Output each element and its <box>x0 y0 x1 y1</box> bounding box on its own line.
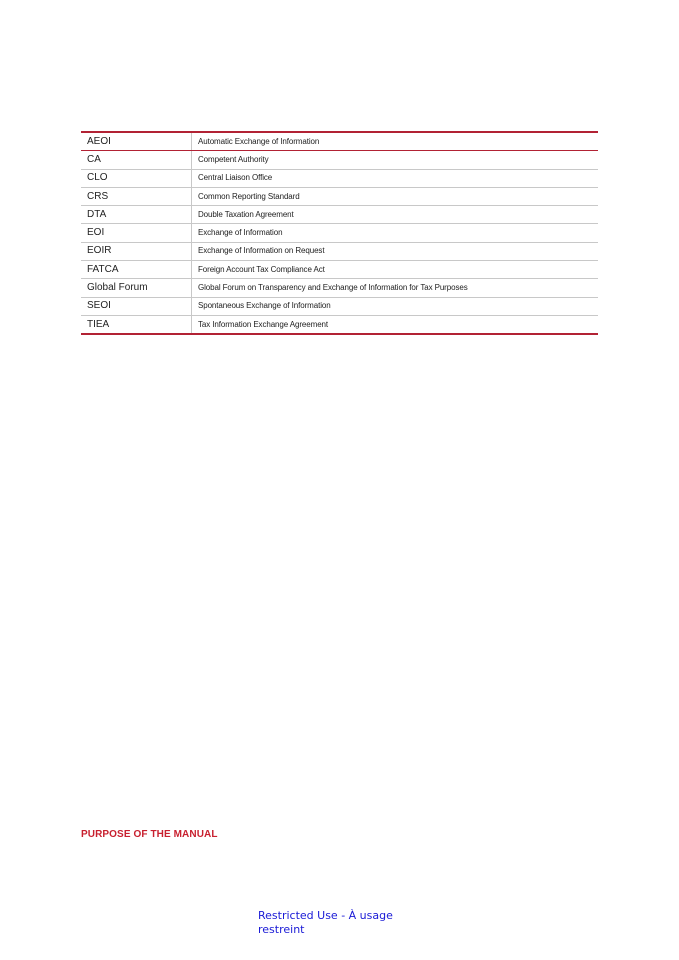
definition-cell: Double Taxation Agreement <box>192 206 599 224</box>
abbreviation-cell: CLO <box>81 169 192 187</box>
abbreviation-cell: CA <box>81 151 192 169</box>
table-row <box>81 169 598 187</box>
abbreviation-cell: DTA <box>81 206 192 224</box>
definition-cell: Exchange of Information <box>192 224 599 242</box>
section-heading: PURPOSE OF THE MANUAL <box>81 829 218 840</box>
abbreviation-cell: FATCA <box>81 261 192 279</box>
abbreviation-cell: CRS <box>81 187 192 205</box>
definition-cell: Foreign Account Tax Compliance Act <box>192 261 599 279</box>
table-row <box>81 297 598 315</box>
table-row <box>81 224 598 242</box>
definition-cell: Spontaneous Exchange of Information <box>192 297 599 315</box>
definition-cell: Automatic Exchange of Information <box>192 132 599 151</box>
definition-cell: Exchange of Information on Request <box>192 242 599 260</box>
table-row <box>81 151 598 169</box>
definition-cell: Common Reporting Standard <box>192 187 599 205</box>
definition-cell: Central Liaison Office <box>192 169 599 187</box>
table-row <box>81 279 598 297</box>
table-row <box>81 315 598 334</box>
table-row <box>81 132 598 151</box>
abbreviation-cell: Global Forum <box>81 279 192 297</box>
abbreviation-cell: SEOI <box>81 297 192 315</box>
table-row <box>81 242 598 260</box>
definition-cell: Tax Information Exchange Agreement <box>198 319 329 329</box>
abbreviation-cell: EOI <box>81 224 192 242</box>
classification-footer: Restricted Use - À usage restreint <box>258 909 393 936</box>
table-row <box>81 261 598 279</box>
abbreviation-cell: AEOI <box>81 132 192 151</box>
definition-cell: Global Forum on Transparency and Exchange of Information for Tax Purposes <box>192 279 599 297</box>
abbreviations-table <box>81 131 598 335</box>
table-row <box>81 206 598 224</box>
definition-cell: Competent Authority <box>192 151 599 169</box>
abbreviation-cell: EOIR <box>81 242 192 260</box>
table-row <box>81 187 598 205</box>
abbreviation-cell: TIEA <box>81 315 192 334</box>
